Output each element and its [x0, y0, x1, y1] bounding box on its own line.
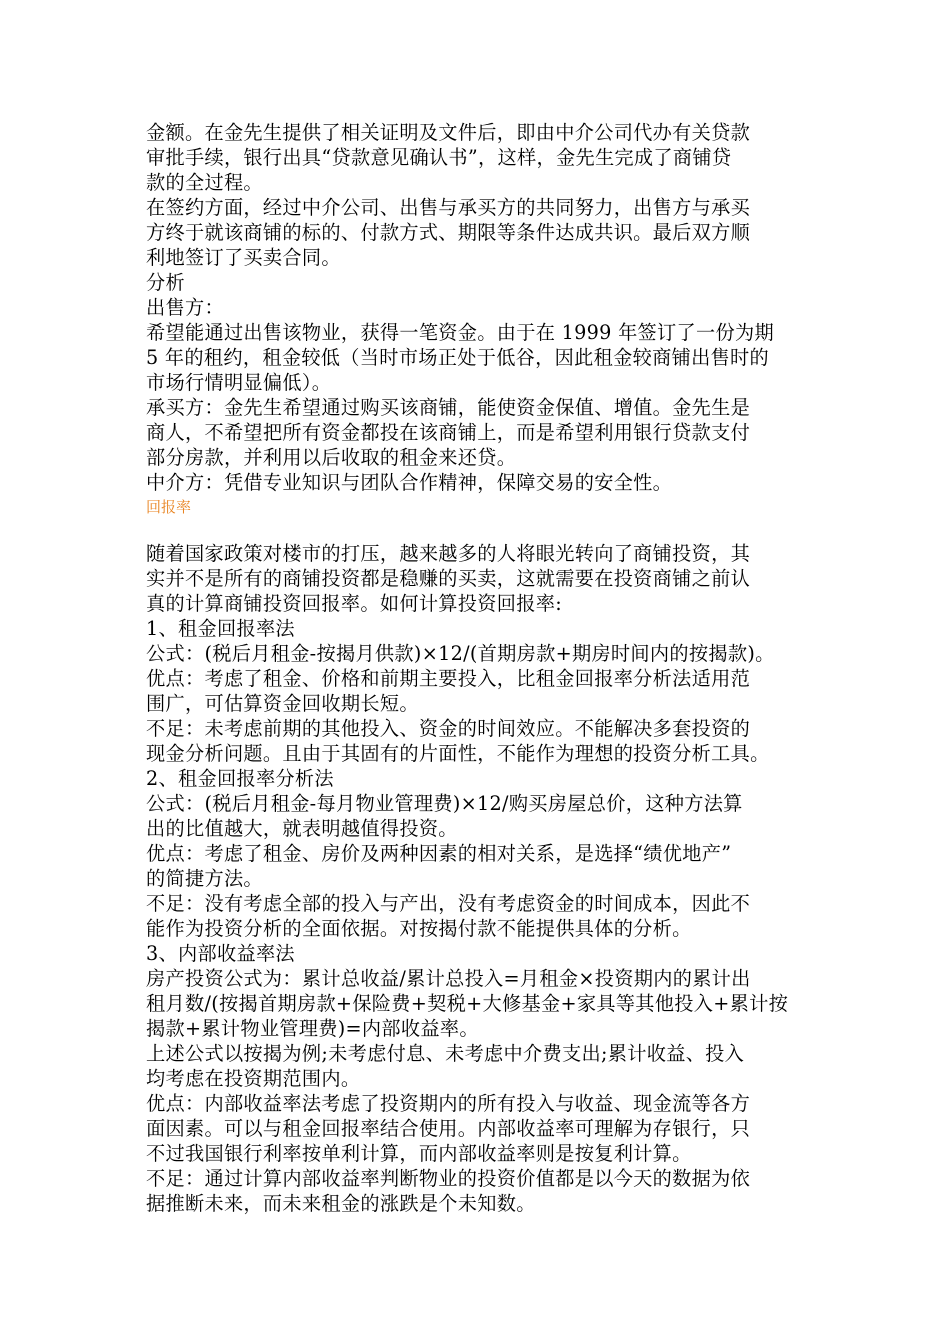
text-line: 优点：考虑了租金、房价及两种因素的相对关系，是选择“绩优地产” [146, 842, 732, 865]
text-line: 的简捷方法。 [146, 867, 263, 890]
text-line: 承买方：金先生希望通过购买该商铺，能使资金保值、增值。金先生是 [146, 396, 751, 419]
text-line: 中介方：凭借专业知识与团队合作精神，保障交易的安全性。 [146, 471, 673, 494]
method-heading: 3、内部收益率法 [146, 942, 295, 965]
text-line: 金额。在金先生提供了相关证明及文件后，即由中介公司代办有关贷款 [146, 121, 751, 144]
text-line: 5 年的租约，租金较低（当时市场正处于低谷，因此租金较商铺出售时的 [146, 346, 770, 369]
text-line: 不足：未考虑前期的其他投入、资金的时间效应。不能解决多套投资的 [146, 717, 751, 740]
text-line: 不足：没有考虑全部的投入与产出，没有考虑资金的时间成本，因此不 [146, 892, 751, 915]
text-line: 优点：内部收益率法考虑了投资期内的所有投入与收益、现金流等各方 [146, 1092, 751, 1115]
text-line: 商人，不希望把所有资金都投在该商铺上，而是希望利用银行贷款支付 [146, 421, 751, 444]
text-line: 真的计算商铺投资回报率。如何计算投资回报率: [146, 592, 563, 615]
text-line: 现金分析问题。且由于其固有的片面性，不能作为理想的投资分析工具。 [146, 742, 770, 765]
formula-line: 揭款+累计物业管理费)=内部收益率。 [146, 1017, 479, 1040]
text-line: 不过我国银行利率按单利计算，而内部收益率则是按复利计算。 [146, 1142, 692, 1165]
spacer [146, 520, 814, 541]
return-rate-subheading: 回报率 [146, 498, 192, 516]
text-line: 上述公式以按揭为例;未考虑付息、未考虑中介费支出;累计收益、投入 [146, 1042, 745, 1065]
formula-line: 公式：(税后月租金-按揭月供款)×12/(首期房款+期房时间内的按揭款)。 [146, 642, 775, 665]
text-line: 出的比值越大，就表明越值得投资。 [146, 817, 458, 840]
formula-line: 房产投资公式为：累计总收益/累计总投入=月租金×投资期内的累计出 [146, 967, 751, 990]
text-line: 审批手续，银行出具“贷款意见确认书”，这样，金先生完成了商铺贷 [146, 146, 732, 169]
text-line: 均考虑在投资期范围内。 [146, 1067, 361, 1090]
method-heading: 1、租金回报率法 [146, 617, 295, 640]
text-line: 面因素。可以与租金回报率结合使用。内部收益率可理解为存银行，只 [146, 1117, 751, 1140]
text-line: 围广，可估算资金回收期长短。 [146, 692, 419, 715]
text-line: 方终于就该商铺的标的、付款方式、期限等条件达成共识。最后双方顺 [146, 221, 751, 244]
text-line: 希望能通过出售该物业，获得一笔资金。由于在 1999 年签订了一份为期 [146, 321, 774, 344]
text-line: 市场行情明显偏低）。 [146, 371, 332, 394]
text-line: 实并不是所有的商铺投资都是稳赚的买卖，这就需要在投资商铺之前认 [146, 567, 751, 590]
text-line: 优点：考虑了租金、价格和前期主要投入，比租金回报率分析法适用范 [146, 667, 751, 690]
method-heading: 2、租金回报率分析法 [146, 767, 334, 790]
formula-line: 租月数/(按揭首期房款+保险费+契税+大修基金+家具等其他投入+累计按 [146, 992, 789, 1015]
seller-label: 出售方： [146, 296, 224, 319]
document-page [146, 120, 814, 1216]
text-line: 部分房款，并利用以后收取的租金来还贷。 [146, 446, 517, 469]
text-line: 据推断未来，而未来租金的涨跌是个未知数。 [146, 1192, 536, 1215]
analysis-heading: 分析 [146, 271, 185, 294]
section-transaction [146, 120, 814, 495]
text-line: 不足：通过计算内部收益率判断物业的投资价值都是以今天的数据为依 [146, 1167, 751, 1190]
text-line: 能作为投资分析的全面依据。对按揭付款不能提供具体的分析。 [146, 917, 692, 940]
formula-line: 公式：(税后月租金-每月物业管理费)×12/购买房屋总价，这种方法算 [146, 792, 743, 815]
text-line: 利地签订了买卖合同。 [146, 246, 341, 269]
text-line: 款的全过程。 [146, 171, 263, 194]
section-return-rate [146, 541, 814, 1216]
text-line: 在签约方面，经过中介公司、出售与承买方的共同努力，出售方与承买 [146, 196, 751, 219]
text-line: 随着国家政策对楼市的打压，越来越多的人将眼光转向了商铺投资，其 [146, 542, 751, 565]
